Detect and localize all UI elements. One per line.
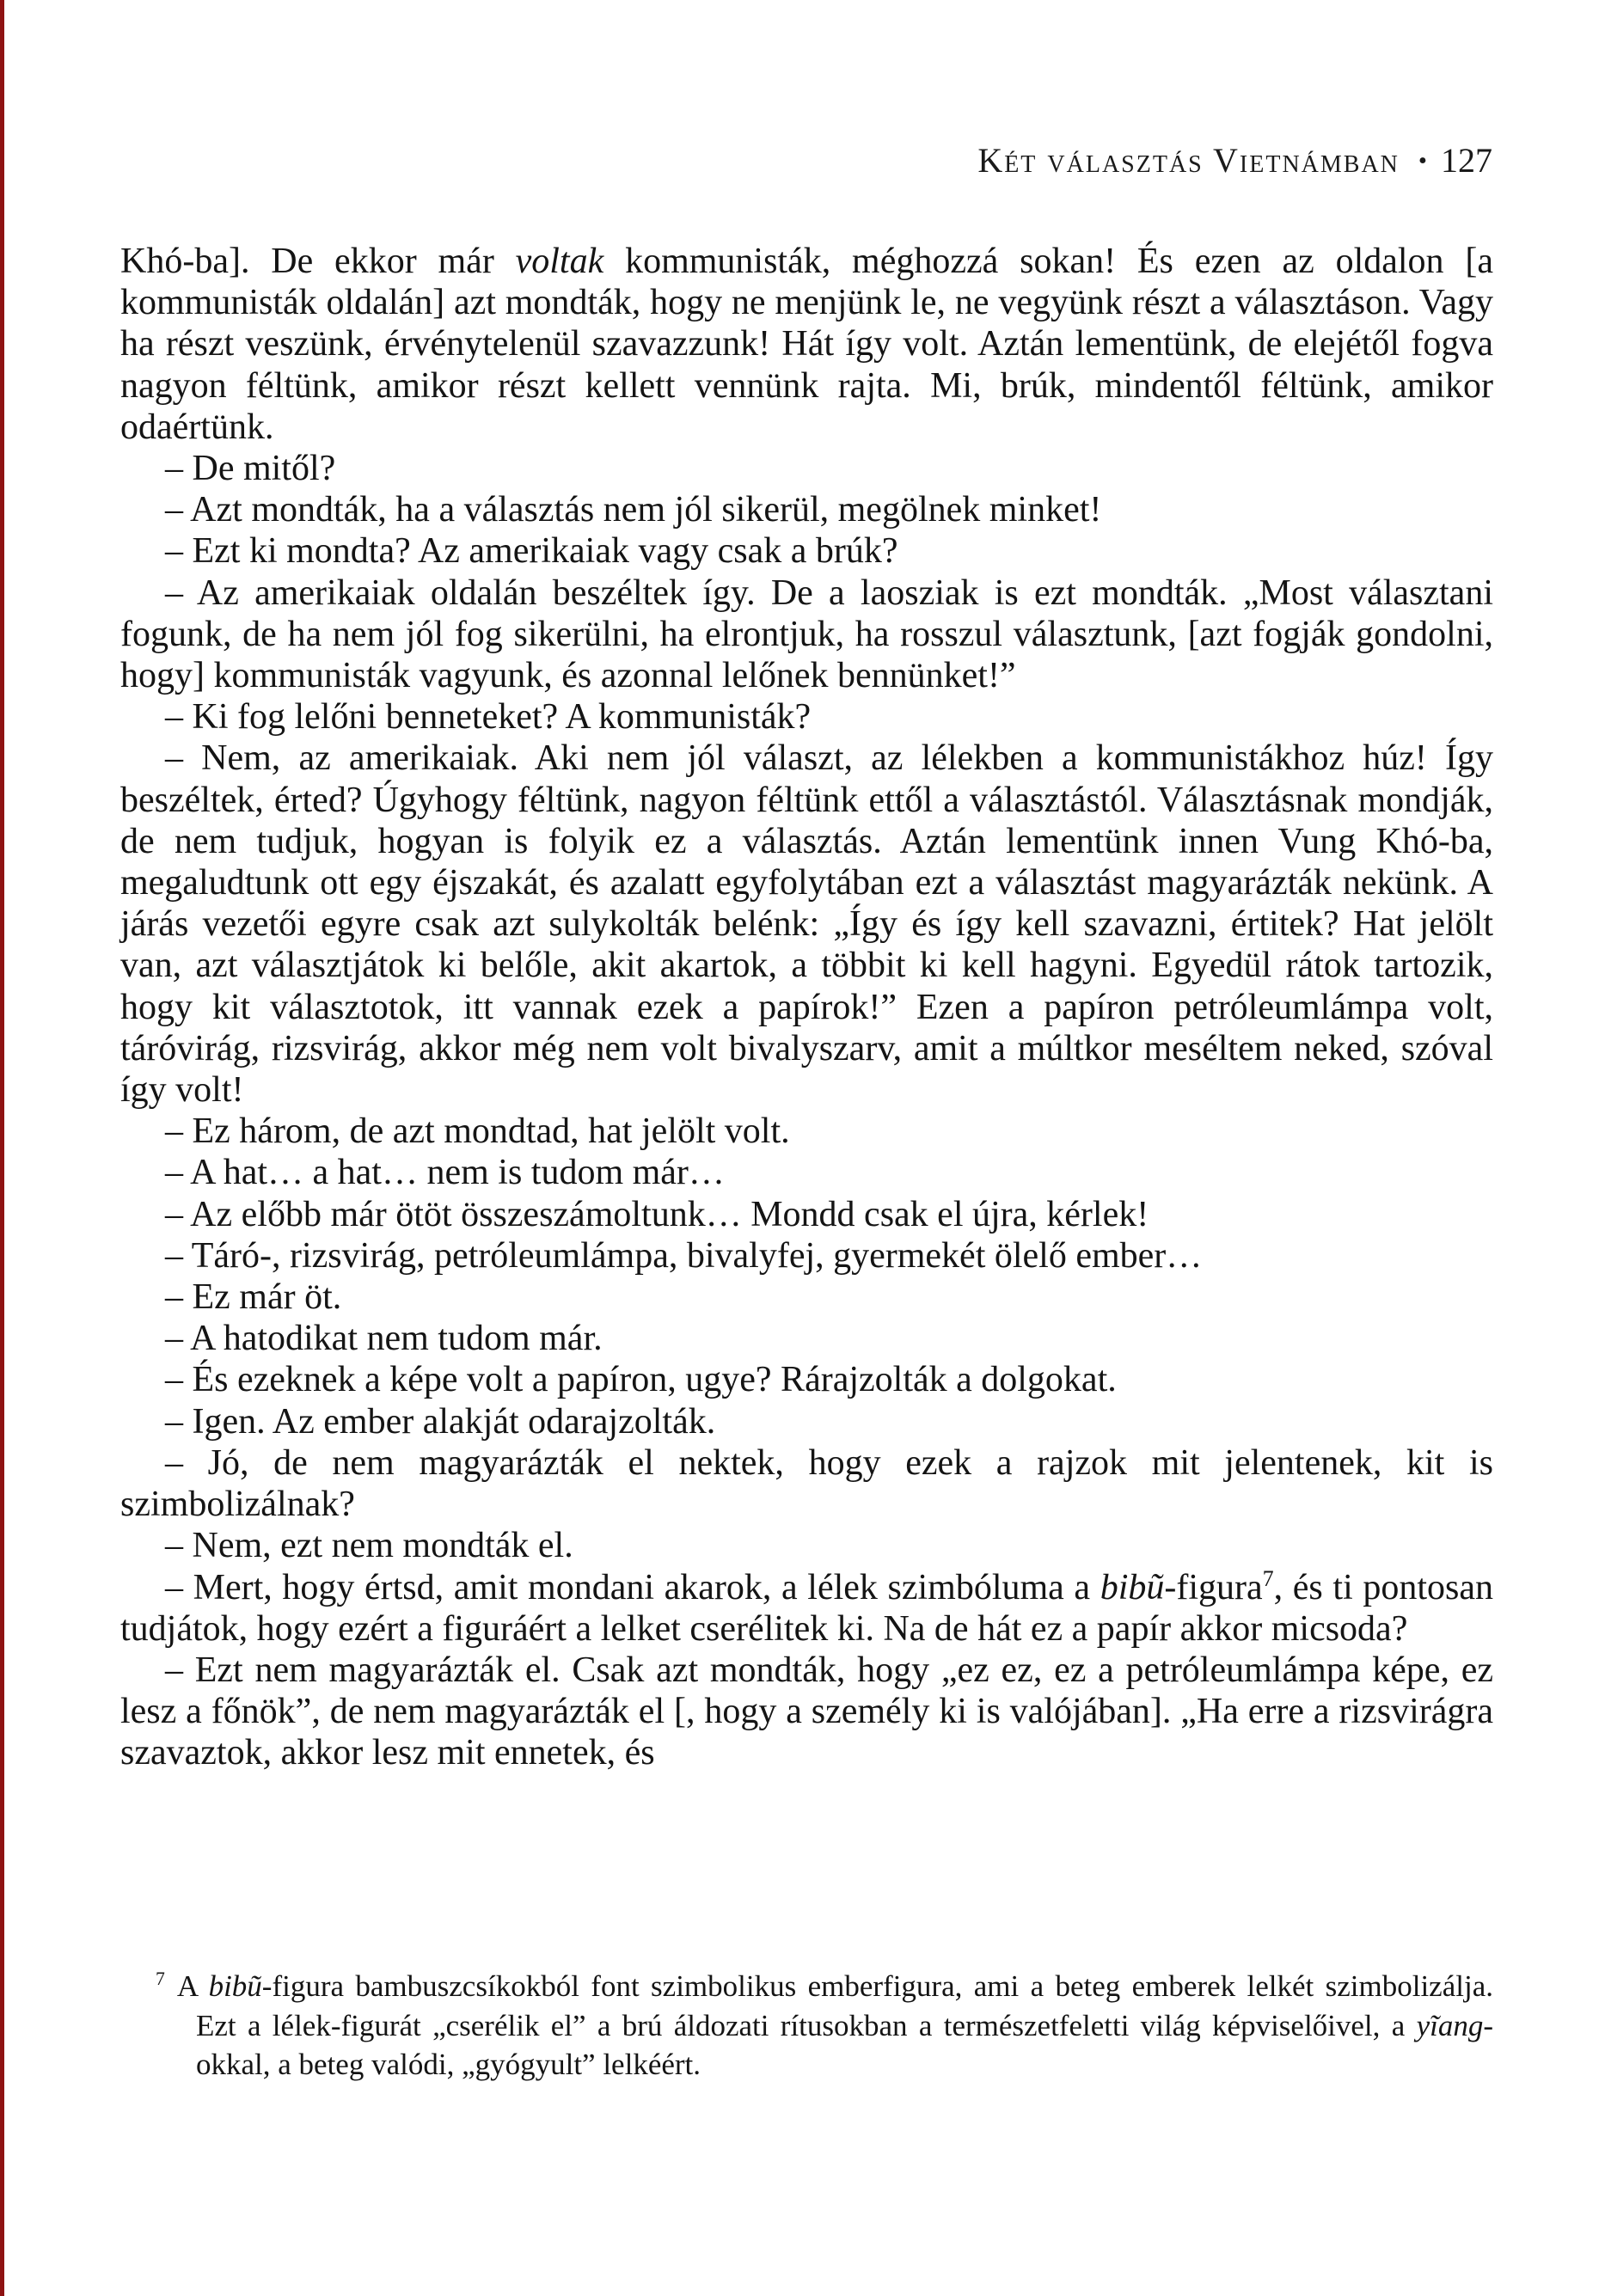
paragraph (120, 1525, 1493, 1566)
text-run: – Ez három, de azt mondtad, hat jelölt volt. (165, 1111, 790, 1152)
text-run: – Nem, ezt nem mondták el. (165, 1526, 573, 1566)
page-left-edge (0, 0, 4, 2296)
footnote-reference: 7 (1262, 1565, 1274, 1591)
italic-run: voltak (515, 242, 604, 281)
footnote (120, 1967, 1493, 2085)
footnote-marker: 7 (156, 1968, 165, 1990)
header-bullet: • (1418, 147, 1427, 174)
paragraph (120, 1152, 1493, 1193)
text-run: -figura (1164, 1567, 1263, 1607)
text-run: – De mitől? (165, 449, 336, 489)
text-run: – Nem, az amerikaiak. Aki nem jól választ, az lélekben a kommunistákhoz húz! Így beszéltek, érted? Úgyhogy féltünk, nagyon féltünk ettől a választástól. Választásnak mondják, de nem tudjuk, hogyan is folyik ez a választás. Aztán lementünk innen Vung Khó-ba, megaludtunk ott egy éjszakát, és azalatt egyfolytában ezt a választást magyarázták nekünk. A járás vezetői egyre csak azt sulykolták belénk: „Így és így kell szavazni, értitek? Hat jelölt van, azt választjátok ki belőle, akit akartok, a többit ki kell hagyni. Egyedül rátok tartozik, hogy kit választotok, itt vannak ezek a papírok!” Ezen a papíron petróleumlámpa volt, táróvirág, rizsvirág, akkor még nem volt bivalyszarv, amit a múltkor meséltem neked, szóval így volt! (120, 738, 1493, 1111)
paragraph (120, 738, 1493, 1111)
paragraph (120, 696, 1493, 738)
paragraph (120, 530, 1493, 572)
text-run: – Azt mondták, ha a választás nem jól sikerül, megölnek minket! (165, 490, 1102, 530)
italic-run: yĩang (1416, 2008, 1484, 2042)
text-run: -figura bambuszcsíkokból font szimbolikus emberfigura, ami a beteg emberek lelkét szimbolizálja. Ezt a lélek-figurát „cserélik el” a brú áldozati rítusokban a természetfeletti világ képviselőivel, a (196, 1969, 1493, 2042)
text-run: – Ezt nem magyarázták el. Csak azt mondták, hogy „ez ez, ez a petróleumlámpa képe, ez lesz a főnök”, de nem magyarázták el [, hogy a személy ki is valójában]. „Ha erre a rizsvirágra szavaztok, akkor lesz mit ennetek, és (120, 1650, 1493, 1773)
text-run: – Az előbb már ötöt összeszámoltunk… Mondd csak el újra, kérlek! (165, 1194, 1149, 1234)
paragraph (120, 448, 1493, 489)
text-run: – Ki fog lelőni benneteket? A kommunisták? (165, 697, 812, 738)
paragraph (120, 1235, 1493, 1277)
paragraph (120, 1194, 1493, 1235)
page-number: 127 (1441, 141, 1492, 180)
text-run: – Ez már öt. (165, 1277, 342, 1318)
text-run: , és ti pontosan tudjátok, hogy ezért a figuráért a lelket cserélitek ki. Na de hát ez a papír akkor micsoda? (120, 1567, 1494, 1649)
text-run: – Igen. Az ember alakját odarajzolták. (165, 1401, 716, 1442)
text-run: kommunisták, méghozzá sokan! És ezen az oldalon [a kommunisták oldalán] azt mondták, hogy ne menjünk le, ne vegyünk részt a választáson. Vagy ha részt veszünk, érvénytelenül szavazzunk! Hát így volt. Aztán lementünk, de elejétől fogva nagyon féltünk, amikor részt kellett vennünk rajta. Mi, brúk, mindentől féltünk, amikor odaértünk. (120, 242, 1493, 447)
paragraph (120, 1401, 1493, 1442)
paragraph (120, 1567, 1493, 1650)
text-run: – Ezt ki mondta? Az amerikaiak vagy csak a brúk? (165, 531, 898, 572)
running-header (977, 140, 1492, 181)
paragraph (120, 1442, 1493, 1525)
text-run: – A hatodikat nem tudom már. (165, 1319, 603, 1359)
paragraph (120, 241, 1493, 448)
text-run: – Mert, hogy értsd, amit mondani akarok, a lélek szimbóluma a (165, 1567, 1100, 1607)
text-run: -okkal, a beteg valódi, „gyógyult” lelkéért. (196, 2008, 1493, 2081)
paragraph (120, 1650, 1493, 1774)
paragraph (120, 572, 1493, 697)
italic-run: bibũ (1100, 1567, 1165, 1607)
text-run: – A hat… a hat… nem is tudom már… (165, 1153, 725, 1193)
paragraph (120, 1111, 1493, 1152)
text-run: Khó-ba]. De ekkor már (120, 242, 516, 281)
italic-run: bibũ (208, 1969, 262, 2003)
body-text (120, 241, 1493, 1774)
text-run: – Táró-, rizsvirág, petróleumlámpa, bivalyfej, gyermekét ölelő ember… (165, 1235, 1203, 1276)
text-run: A (176, 1969, 209, 2003)
paragraph (120, 1277, 1493, 1318)
footnote-text (177, 1969, 1493, 2081)
text-run: – Az amerikaiak oldalán beszéltek így. De a laosziak is ezt mondták. „Most választani fogunk, de ha nem jól fog sikerülni, ha elrontjuk, ha rosszul választunk, [azt fogják gondolni, hogy] kommunisták vagyunk, és azonnal lelőnek bennünket!” (120, 572, 1493, 696)
paragraph (120, 489, 1493, 530)
text-run: – Jó, de nem magyarázták el nektek, hogy ezek a rajzok mit jelentenek, kit is szimbolizálnak? (120, 1442, 1493, 1525)
paragraph (120, 1359, 1493, 1400)
paragraph (120, 1318, 1493, 1359)
chapter-title: Két választás Vietnámban (977, 141, 1400, 180)
text-run: – És ezeknek a képe volt a papíron, ugye? Rárajzolták a dolgokat. (165, 1360, 1117, 1400)
